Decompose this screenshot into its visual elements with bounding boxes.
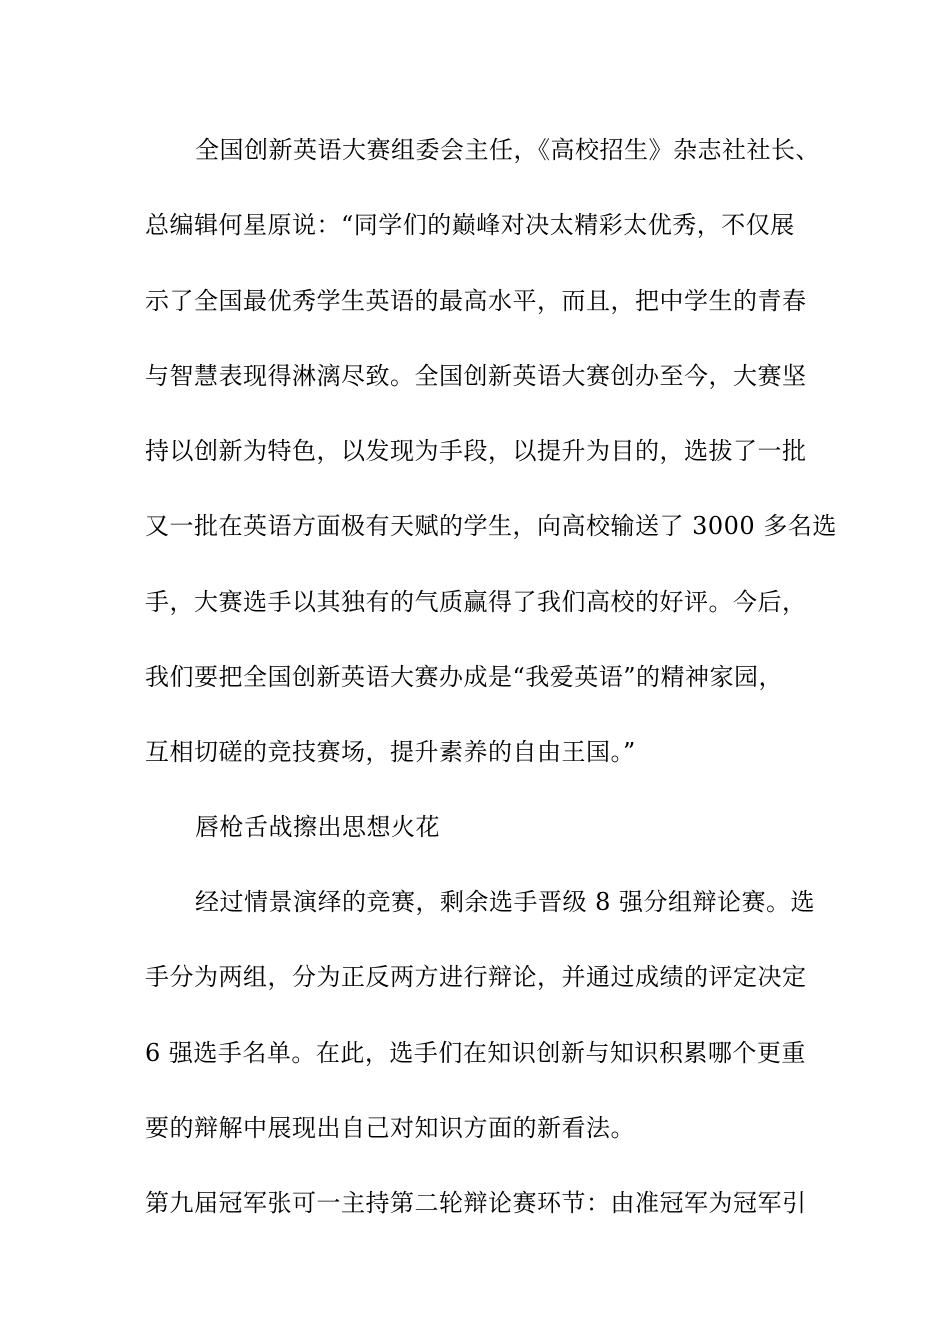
paragraph-line: 持以创新为特色，以发现为手段，以提升为目的，选拔了一批 xyxy=(145,437,807,465)
paragraph-line: 全国创新英语大赛组委会主任，《高校招生》杂志社社长、 xyxy=(195,136,820,164)
paragraph-line: 要的辩解中展现出自己对知识方面的新看法。 xyxy=(145,1114,635,1142)
paragraph-line: 互相切磋的竞技赛场，提升素养的自由王国。” xyxy=(145,738,636,766)
paragraph-line: 我们要把全国创新英语大赛办成是“我爱英语”的精神家园， xyxy=(145,663,784,691)
paragraph-line: 经过情景演绎的竞赛，剩余选手晋级 8 强分组辩论赛。选 xyxy=(195,888,816,916)
paragraph-line: 与智慧表现得淋漓尽致。全国创新英语大赛创办至今，大赛坚 xyxy=(145,362,807,390)
paragraph-line: 第九届冠军张可一主持第二轮辩论赛环节：由准冠军为冠军引 xyxy=(145,1189,807,1217)
section-heading: 唇枪舌战擦出思想火花 xyxy=(195,813,440,841)
paragraph-line: 总编辑何星原说：“同学们的巅峰对决太精彩太优秀，不仅展 xyxy=(145,211,795,239)
paragraph-line: 6 强选手名单。在此，选手们在知识创新与知识积累哪个更重 xyxy=(145,1039,806,1067)
paragraph-line: 手分为两组，分为正反两方进行辩论，并通过成绩的评定决定 xyxy=(145,963,807,991)
paragraph-line: 又一批在英语方面极有天赋的学生，向高校输送了 3000 多名选 xyxy=(145,512,837,540)
paragraph-line: 手，大赛选手以其独有的气质赢得了我们高校的好评。今后， xyxy=(145,588,807,616)
paragraph-line: 示了全国最优秀学生英语的最高水平，而且，把中学生的青春 xyxy=(145,287,807,315)
